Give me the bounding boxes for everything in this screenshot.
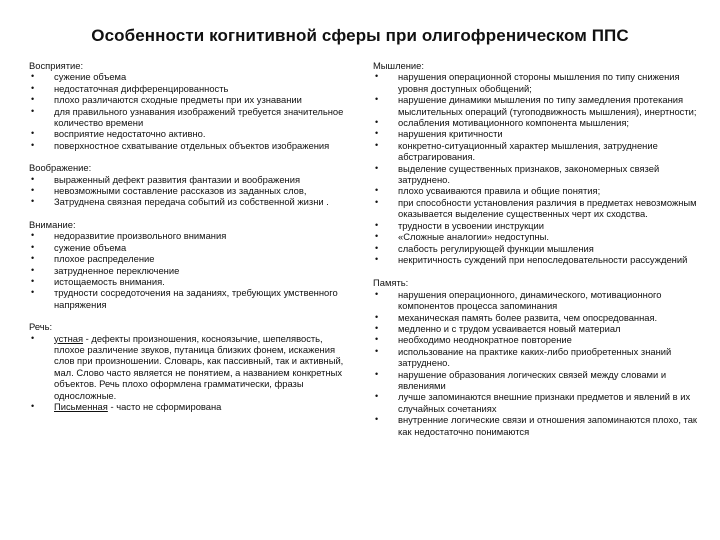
thinking-list bbox=[373, 71, 701, 265]
list-item: • слабость регулирующей функции мышления bbox=[373, 243, 701, 254]
list-item: • невозможными составление рассказов из заданных слов, bbox=[29, 185, 347, 196]
memory-section bbox=[373, 277, 701, 437]
list-item: • необходимо неоднократное повторение bbox=[373, 334, 701, 345]
list-item: • нарушения операционного, динамического, мотивационного компонентов процесса запоминания bbox=[373, 289, 701, 312]
right-column bbox=[373, 60, 701, 437]
list-item: • плохо различаются сходные предметы при их узнавании bbox=[29, 94, 347, 105]
list-item: • «Сложные аналогии» недоступны. bbox=[373, 231, 701, 242]
list-item: • нарушение образования логических связей между словами и явлениями bbox=[373, 369, 701, 392]
list-item bbox=[29, 401, 347, 412]
attention-section bbox=[29, 219, 347, 310]
written-speech-text: - часто не сформирована bbox=[107, 400, 222, 412]
thinking-section bbox=[373, 60, 701, 265]
list-item: • выделение существенных признаков, закономерных связей затруднено. bbox=[373, 163, 701, 186]
list-item: • медленно и с трудом усваивается новый материал bbox=[373, 323, 701, 334]
list-item: • поверхностное схватывание отдельных объектов изображения bbox=[29, 140, 347, 151]
list-item: • нарушение динамики мышления по типу замедления протекания мыслительных операций (тугоподвижность мышления), инертности; bbox=[373, 94, 701, 117]
list-item: • недостаточная дифференцированность bbox=[29, 83, 347, 94]
left-column bbox=[29, 60, 347, 423]
list-item: • трудности сосредоточения на заданиях, требующих умственного напряжения bbox=[29, 287, 347, 310]
list-item: • восприятие недостаточно активно. bbox=[29, 128, 347, 139]
list-item: • внутренние логические связи и отношения запоминаются плохо, так как недостаточно понимаются bbox=[373, 414, 701, 437]
list-item: • лучше запоминаются внешние признаки предметов и явлений в их случайных сочетаниях bbox=[373, 391, 701, 414]
list-item: • Затруднена связная передача событий из собственной жизни . bbox=[29, 196, 347, 207]
written-speech-label: Письменная bbox=[54, 400, 108, 412]
list-item: • выраженный дефект развития фантазии и воображения bbox=[29, 174, 347, 185]
speech-heading: Речь: bbox=[29, 321, 53, 333]
list-item: • нарушения критичности bbox=[373, 128, 701, 139]
imagination-list bbox=[29, 174, 347, 208]
memory-heading: Память: bbox=[373, 277, 409, 289]
list-item: • при способности установления различия в предметах невозможным оказывается выделение существенных черт их сходства. bbox=[373, 197, 701, 220]
list-item: • недоразвитие произвольного внимания bbox=[29, 230, 347, 241]
attention-list bbox=[29, 230, 347, 310]
speech-list bbox=[29, 333, 347, 413]
imagination-heading: Воображение: bbox=[29, 162, 92, 174]
list-item: • плохо усваиваются правила и общие понятия; bbox=[373, 185, 701, 196]
list-item: • нарушения операционной стороны мышления по типу снижения уровня доступных обобщений; bbox=[373, 71, 701, 94]
list-item: • плохое распределение bbox=[29, 253, 347, 264]
memory-list bbox=[373, 289, 701, 437]
list-item: • истощаемость внимания. bbox=[29, 276, 347, 287]
list-item: • ослабления мотивационного компонента мышления; bbox=[373, 117, 701, 128]
list-item: • конкретно-ситуационный характер мышления, затруднение абстрагирования. bbox=[373, 140, 701, 163]
list-item: • трудности в усвоении инструкции bbox=[373, 220, 701, 231]
perception-section bbox=[29, 60, 347, 151]
list-item: • затрудненное переключение bbox=[29, 265, 347, 276]
list-item: • механическая память более развита, чем опосредованная. bbox=[373, 312, 701, 323]
list-item: • использование на практике каких-либо приобретенных знаний затруднено. bbox=[373, 346, 701, 369]
list-item: • для правильного узнавания изображений требуется значительное количество времени bbox=[29, 106, 347, 129]
perception-heading: Восприятие: bbox=[29, 60, 84, 71]
oral-speech-text: - дефекты произношения, косноязычие, шепелявость, плохое различение звуков, путаница близких фонем, искажения слов при произношении. Словарь, как пассивный, так и активный, мал. Слово часто является не понятием, а названием конкретных объектов. Речь плохо оформлена грамматически, фразы односложные. bbox=[54, 332, 344, 401]
imagination-section bbox=[29, 162, 347, 208]
thinking-heading: Мышление: bbox=[373, 60, 424, 71]
list-item: • сужение объема bbox=[29, 71, 347, 82]
list-item bbox=[29, 333, 347, 401]
list-item: • некритичность суждений при непоследовательности рассуждений bbox=[373, 254, 701, 265]
oral-speech-label: устная bbox=[54, 332, 84, 344]
list-item: • сужение объема bbox=[29, 242, 347, 253]
speech-section bbox=[29, 321, 347, 412]
attention-heading: Внимание: bbox=[29, 218, 76, 230]
perception-list bbox=[29, 71, 347, 151]
slide-title: Особенности когнитивной сферы при олигофреническом ППС bbox=[91, 26, 629, 45]
